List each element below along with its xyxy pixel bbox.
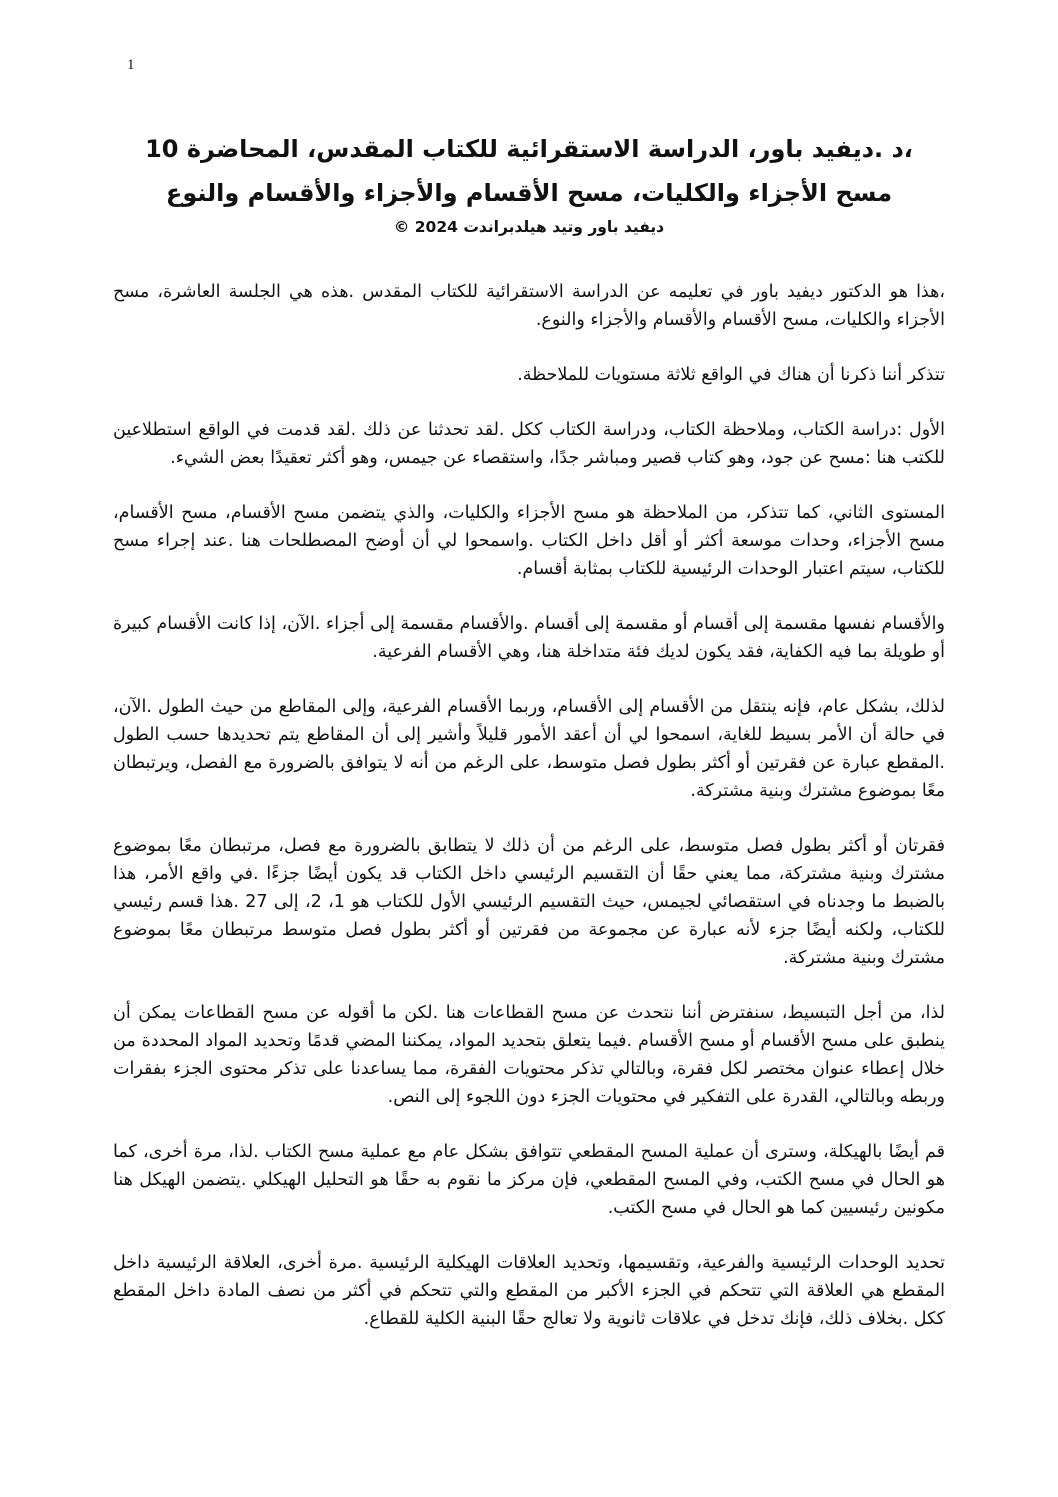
copyright-notice: © 2024 xyxy=(393,218,458,236)
paragraph-8: لذا، من أجل التبسيط، سنفترض أننا نتحدث عن مسح القطاعات هنا .لكن ما أقوله عن مسح القطاعات يمكن أن ينطبق على مسح الأقسام أو مسح الأقسام .فيما يتعلق بتحديد المواد، يمكننا المضي قدمًا وتحديد المواد المحددة من خلال إعطاء عنوان مختصر لكل فقرة، وبالتالي تذكر محتويات الفقرة، مما يساعدنا على تذكر محتوى الجزء بفقرات وربطه وبالتالي، القدرة على التفكير في محتويات الجزء دون اللجوء إلى النص. xyxy=(113,1003,945,1107)
page-number: 1 xyxy=(127,57,135,73)
byline-author-names: ديفيد باور وتيد هيلدبراندت xyxy=(463,218,665,236)
title-line-2: مسح الأجزاء والكليات، مسح الأقسام والأجزاء والأقسام والنوع xyxy=(165,179,893,207)
byline xyxy=(113,218,945,236)
document-header xyxy=(113,127,945,236)
paragraph-3: الأول :دراسة الكتاب، وملاحظة الكتاب، ودراسة الكتاب ككل .لقد تحدثنا عن ذلك .لقد قدمت في الواقع استطلاعين للكتب هنا :مسح عن جود، وهو كتاب قصير ومباشر جدًا، واستقصاء عن جيمس، وهو أكثر تعقيدًا بعض الشيء. xyxy=(113,420,945,468)
document-body xyxy=(113,278,945,1333)
paragraph-1: ،هذا هو الدكتور ديفيد باور في تعليمه عن الدراسة الاستقرائية للكتاب المقدس .هذه هي الجلسة العاشرة، مسح الأجزاء والكليات، مسح الأقسام والأقسام والأجزاء والنوع. xyxy=(113,282,945,330)
paragraph-4: المستوى الثاني، كما تتذكر، من الملاحظة هو مسح الأجزاء والكليات، والذي يتضمن مسح الأقسام، مسح الأقسام، مسح الأجزاء، وحدات موسعة أكثر أو أقل داخل الكتاب .واسمحوا لي أن أوضح المصطلحات هنا .عند إجراء مسح للكتاب، سيتم اعتبار الوحدات الرئيسية للكتاب بمثابة أقسام. xyxy=(113,503,945,579)
paragraph-7: فقرتان أو أكثر بطول فصل متوسط، على الرغم من أن ذلك لا يتطابق بالضرورة مع فصل، مرتبطان معًا بموضوع مشترك وبنية مشتركة، مما يعني حقًا أن التقسيم الرئيسي داخل الكتاب قد يكون أيضًا جزءًا .في واقع الأمر، هذا بالضبط ما وجدناه في استقصائي لجيمس، حيث التقسيم الرئيسي الأول للكتاب هو 1، 2، إلى 27 .هذا قسم رئيسي للكتاب، ولكنه أيضًا جزء لأنه عبارة عن مجموعة من فقرتين أو أكثر بطول فصل متوسط مرتبطان معًا بموضوع مشترك وبنية مشتركة. xyxy=(113,836,946,968)
paragraph-9: قم أيضًا بالهيكلة، وسترى أن عملية المسح المقطعي تتوافق بشكل عام مع عملية مسح الكتاب .لذا، مرة أخرى، كما هو الحال في مسح الكتب، وفي المسح المقطعي، فإن مركز ما نقوم به حقًا هو التحليل الهيكلي .يتضمن الهيكل هنا مكونين رئيسيين كما هو الحال في مسح الكتب. xyxy=(113,1142,945,1218)
document-title xyxy=(113,127,945,215)
paragraph-10: تحديد الوحدات الرئيسية والفرعية، وتقسيمها، وتحديد العلاقات الهيكلية الرئيسية .مرة أخرى، العلاقة الرئيسية داخل المقطع هي العلاقة التي تتحكم في الجزء الأكبر من المقطع والتي تتحكم في أكثر من نصف المادة داخل المقطع ككل .بخلاف ذلك، فإنك تدخل في علاقات ثانوية ولا تعالج حقًا البنية الكلية للقطاع. xyxy=(113,1253,945,1329)
paragraph-2: تتذكر أننا ذكرنا أن هناك في الواقع ثلاثة مستويات للملاحظة. xyxy=(517,365,945,385)
title-line-1: ،د .ديفيد باور، الدراسة الاستقرائية للكتاب المقدس، المحاضرة 10 xyxy=(145,135,913,163)
paragraph-6: لذلك، بشكل عام، فإنه ينتقل من الأقسام إلى الأقسام، وربما الأقسام الفرعية، وإلى المقاطع من حيث الطول .الآن، في حالة أن الأمر بسيط للغاية، اسمحوا لي أن أعقد الأمور قليلاً وأشير إلى أن المقاطع يتم تحديدها حسب الطول .المقطع عبارة عن فقرتين أو أكثر بطول فصل متوسط، على الرغم من أنه لا يتوافق بالضرورة مع الفصل، ويرتبطان معًا بموضوع مشترك وبنية مشتركة. xyxy=(113,697,945,801)
paragraph-5: والأقسام نفسها مقسمة إلى أقسام أو مقسمة إلى أقسام .والأقسام مقسمة إلى أجزاء .الآن، إذا كانت الأقسام كبيرة أو طويلة بما فيه الكفاية، فقد يكون لديك فئة متداخلة هنا، وهي الأقسام الفرعية. xyxy=(113,614,945,662)
